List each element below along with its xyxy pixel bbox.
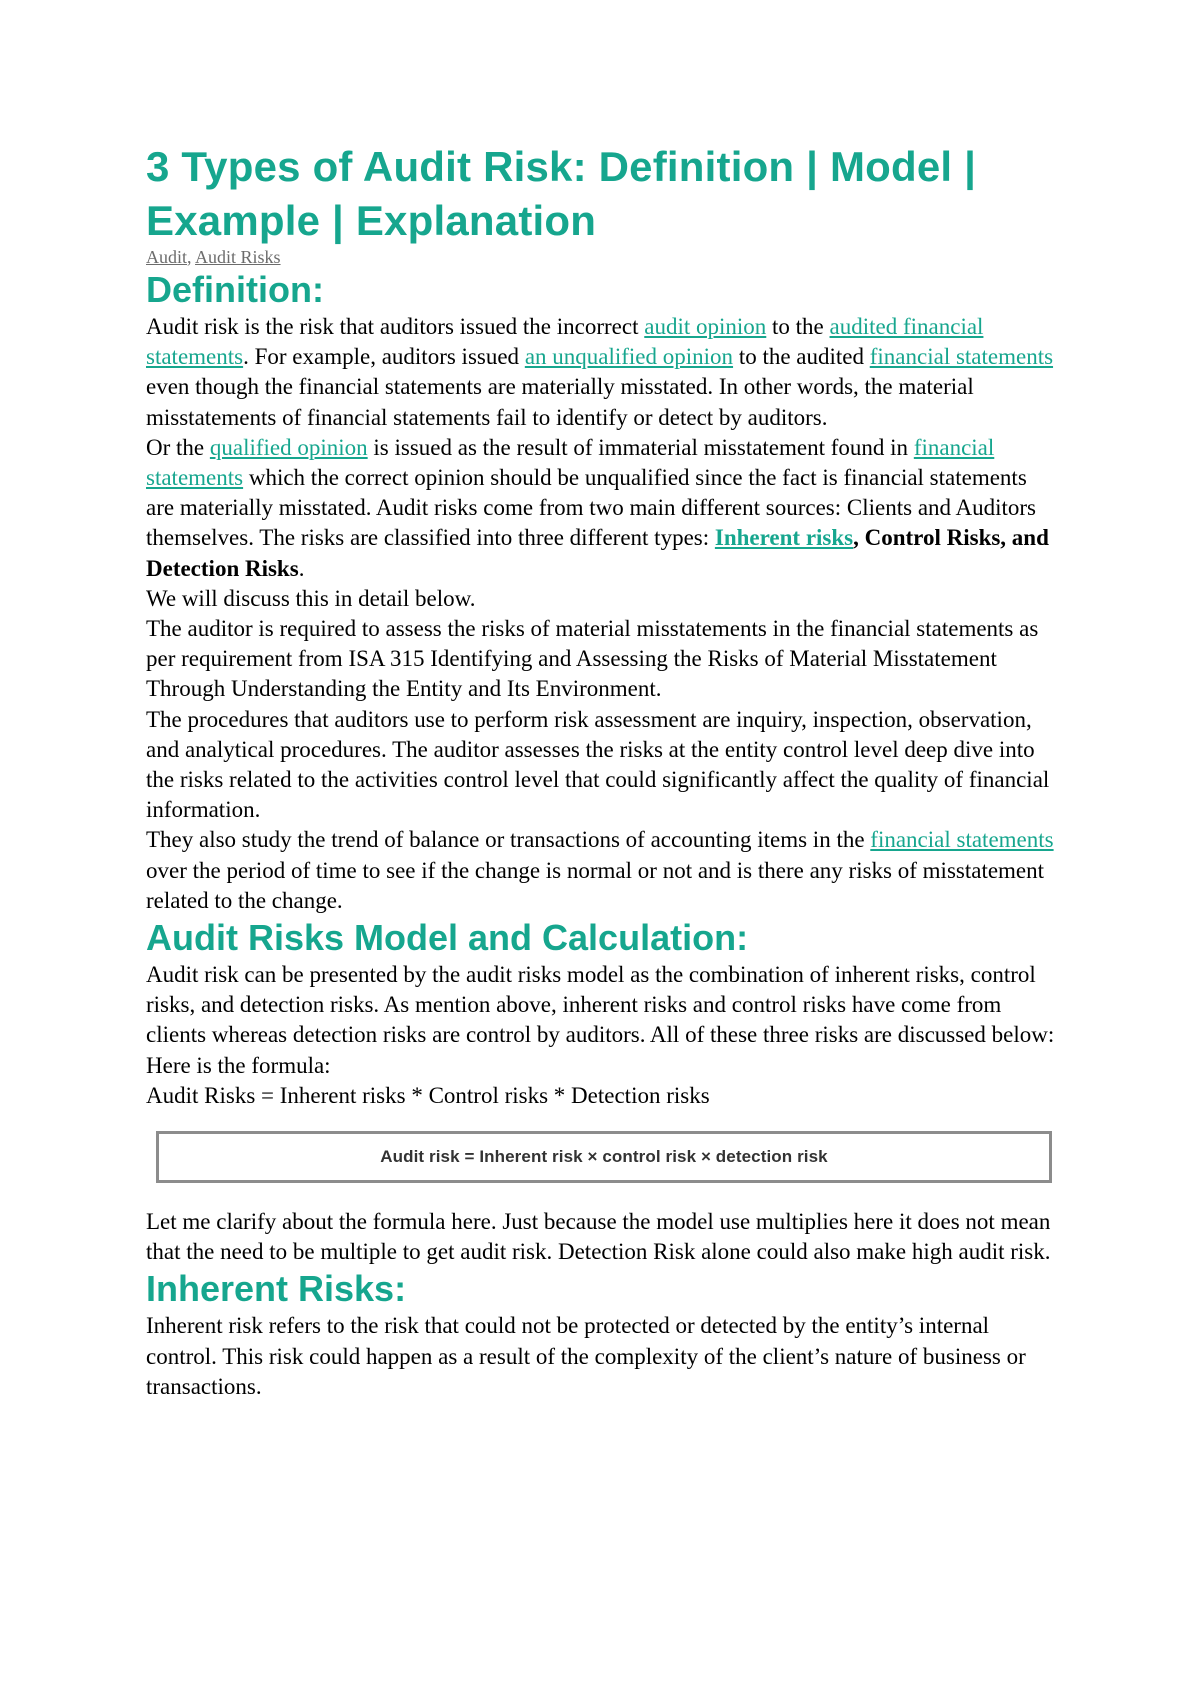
paragraph: The procedures that auditors use to perform risk assessment are inquiry, inspection, observation, and analytical procedures. The auditor assesses the risks at the entity control level deep dive into the risks related to the activities control level that could significantly affect the quality of financial information. [146, 706, 1050, 823]
formula-image [156, 1131, 1052, 1183]
bold-text: , Control Risks, and Detection Risks [146, 525, 1049, 581]
link-audit-opinion[interactable]: audit opinion [644, 314, 767, 339]
text-run: . For example, auditors issued [243, 344, 525, 370]
category-separator: , [187, 247, 196, 267]
paragraph [146, 312, 1058, 433]
paragraph: The auditor is required to assess the risks of material misstatements in the financial statements as per requirement from ISA 315 Identifying and Assessing the Risks of Material Misstatement Through Understanding the Entity and Its Environment. [146, 616, 1039, 702]
text-run: to the [766, 314, 830, 339]
link-audited-financial-statements[interactable]: audited financial statements [146, 314, 984, 370]
link-financial-statements[interactable]: financial statements [146, 434, 995, 491]
paragraph: Audit risk can be presented by the audit risks model as the combination of inherent risks, control risks, and detection risks. As mention above, inherent risks and control risks have come from clients whereas detection risks are control by auditors. All of these three risks are discussed below: [146, 962, 1055, 1048]
text-run: to the audited [733, 344, 870, 370]
text-run: Audit risk is the risk that auditors issued the incorrect [146, 314, 645, 339]
link-financial-statements[interactable]: financial statements [870, 827, 1054, 853]
text-run: is issued as the result of immaterial misstatement found in [367, 434, 914, 460]
link-financial-statements[interactable]: financial statements [869, 344, 1054, 370]
section-heading-audit-risks-model: Audit Risks Model and Calculation: [146, 917, 749, 959]
formula-text: Audit Risks = Inherent risks * Control risks * Detection risks [146, 1082, 710, 1108]
section-heading-inherent-risks: Inherent Risks: [146, 1268, 407, 1310]
paragraph: We will discuss this in detail below. [146, 585, 476, 611]
article [146, 140, 1058, 1402]
text-run: They also study the trend of balance or transactions of accounting items in the [146, 827, 871, 853]
formula-image-text: Audit risk = Inherent risk × control risk × detection risk [380, 1146, 828, 1166]
text-run: over the period of time to see if the change is normal or not and is there any risks of misstatement related to the change. [146, 857, 1045, 913]
text-run: which the correct opinion should be unqualified since the fact is financial statements are materially misstated. Audit risks come from two main different sources: Clients and Auditors themselves. The risks are classified into three different types: [146, 465, 1037, 551]
paragraph: Inherent risk refers to the risk that could not be protected or detected by the entity’s internal control. This risk could happen as a result of the complexity of the client’s nature of business or transactions. [146, 1313, 1026, 1399]
bold-link-text: Inherent risks [714, 525, 854, 551]
category-link-audit-risks[interactable]: Audit Risks [195, 247, 281, 267]
link-inherent-risks[interactable] [715, 525, 853, 550]
paragraph: Let me clarify about the formula here. Just because the model use multiplies here it does not mean that the need to be multiple to get audit risk. Detection Risk alone could also make high audit risk. [146, 1209, 1051, 1265]
link-unqualified-opinion[interactable]: an unqualified opinion [524, 344, 734, 370]
link-qualified-opinion[interactable]: qualified opinion [209, 434, 368, 460]
paragraph [146, 825, 1058, 916]
text-run: Or the [146, 434, 210, 460]
section-heading-definition: Definition: [146, 269, 324, 310]
category-links [146, 246, 1058, 268]
paragraph [146, 433, 1058, 584]
text-run: . [298, 555, 305, 581]
category-link-audit[interactable]: Audit [146, 247, 188, 267]
page-title: 3 Types of Audit Risk: Definition | Model | Example | Explanation [146, 143, 977, 244]
text-run: even though the financial statements are materially misstated. In other words, the material misstatements of financial statements fail to identify or detect by auditors. [146, 374, 974, 430]
paragraph: Here is the formula: [146, 1052, 331, 1078]
